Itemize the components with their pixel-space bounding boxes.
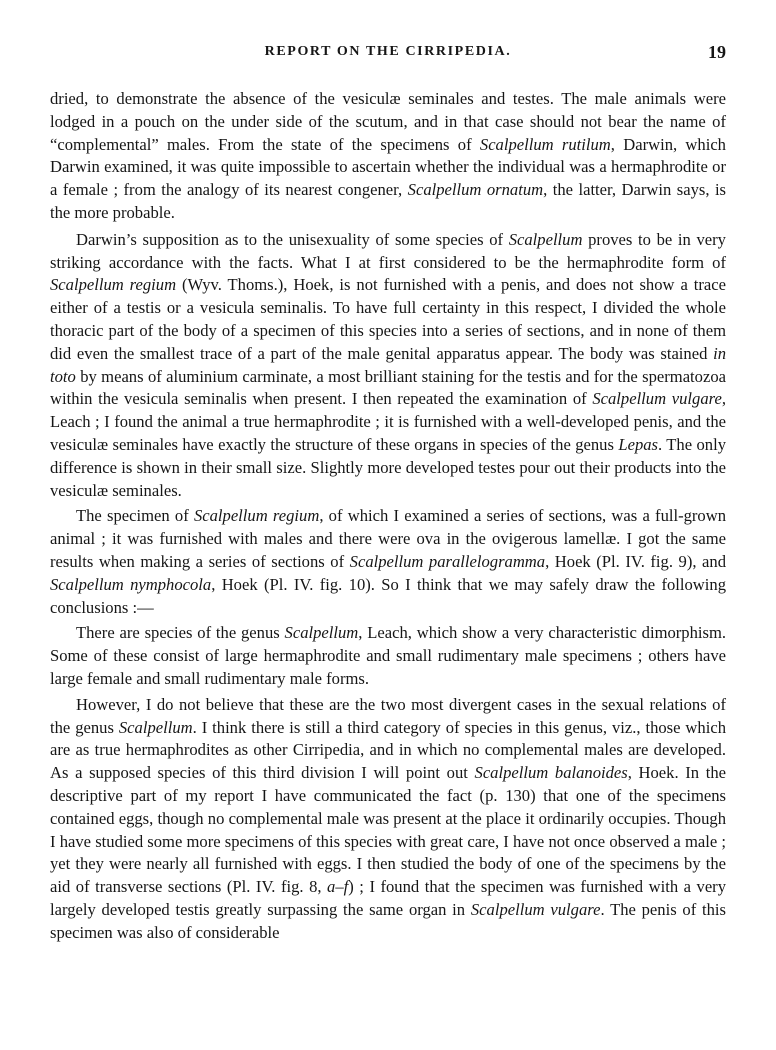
italic-text: Scalpellum nymphocola — [50, 574, 212, 594]
body-paragraph — [50, 229, 726, 503]
italic-text: Scalpellum ornatum — [407, 180, 544, 200]
italic-text: Lepas — [618, 434, 659, 454]
body-paragraph — [50, 694, 726, 945]
paragraph-text: , the latter, Darwin says, is the more probable. — [50, 180, 727, 222]
report-page — [50, 44, 726, 944]
paragraph-text: by means of aluminium carminate, a most brilliant staining for the testis and for the spermatozoa within the vesicula seminalis when present. I then repeated the examination of — [50, 366, 726, 409]
paragraph-text: The specimen of — [76, 506, 194, 526]
paragraph-text: , Leach ; I found the animal a true hermaphrodite ; it is furnished with a well-developed penis, and the vesiculæ seminales have exactly the structure of these organs in species of the genus — [50, 389, 726, 454]
body-paragraph — [50, 505, 726, 619]
paragraph-text: , Hoek (Pl. IV. fig. 10). So I think that we may safely draw the following conclusions :— — [50, 574, 726, 617]
italic-text: Scalpellum regium — [193, 506, 320, 526]
paragraph-text: Darwin’s supposition as to the unisexuality of some species of — [76, 229, 509, 249]
paragraph-text: , Darwin, which Darwin examined, it was quite impossible to ascertain whether the individual was a hermaphrodite or a female ; from the analogy of its nearest congener, — [50, 134, 726, 200]
paragraph-text: . The only difference is shown in their small size. Slightly more developed testes pour out their products into the vesiculæ seminales. — [50, 434, 726, 500]
italic-text: Scalpellum vulgare — [470, 899, 601, 919]
paragraph-text: There are species of the genus — [76, 623, 285, 643]
paragraph-text: , Hoek. In the descriptive part of my report I have communicated the fact (p. 130) that one of the specimens contained eggs, though no complemental male was present at the place it ordinarily occupies. Though I have studied some more specimens of this species with great care, I have not once observed a male ; yet they were nearly all furnished with eggs. I then studied the body of one of the specimens by the aid of transverse sections (Pl. IV. fig. 8, — [50, 763, 726, 897]
italic-text: in toto — [50, 343, 726, 386]
paragraph-text: dried, to demonstrate the absence of the vesiculæ seminales and testes. The male animals were lodged in a pouch on the under side of the scutum, and in that case should not bear the name of “complemental” males. From the state of the specimens of — [50, 89, 726, 154]
italic-text: Scalpellum parallelogramma — [349, 551, 546, 571]
body-paragraph — [50, 88, 726, 225]
italic-text: a–f — [327, 877, 349, 897]
italic-text: Scalpellum rutilum — [479, 134, 611, 154]
body-paragraph — [50, 622, 726, 690]
italic-text: Scalpellum — [284, 623, 359, 643]
italic-text: Scalpellum balanoides — [474, 763, 628, 783]
italic-text: Scalpellum vulgare — [592, 389, 722, 409]
running-head — [50, 44, 726, 72]
italic-text: Scalpellum regium — [50, 275, 177, 295]
paragraph-text: , Hoek (Pl. IV. fig. 9), and — [545, 551, 726, 571]
paragraph-text: However, I do not believe that these are the two most divergent cases in the sexual relations of the genus — [50, 694, 726, 737]
running-title: REPORT ON THE CIRRIPEDIA. — [264, 44, 512, 59]
paragraph-text: , Leach, which show a very characteristic dimorphism. Some of these consist of large hermaphrodite and small rudimentary male specimens ; others have large female and small rudimentary male forms. — [50, 623, 727, 688]
paragraph-text: . The penis of this specimen was also of considerable — [50, 899, 726, 942]
paragraph-text: ) ; I found that the specimen was furnished with a very largely developed testis greatly surpassing the same organ in — [50, 877, 727, 919]
page-number: 19 — [708, 42, 726, 62]
italic-text: Scalpellum — [508, 229, 583, 249]
paragraph-text: proves to be in very striking accordance with the facts. What I at first considered to be the hermaphrodite form of — [50, 229, 726, 272]
paragraph-text: , of which I examined a series of sections, was a full-grown animal ; it was furnished with males and there were ova in the ovigerous lamellæ. I got the same results when making a series of sections of — [50, 506, 727, 571]
italic-text: Scalpellum — [118, 717, 193, 737]
paragraph-text: (Wyv. Thoms.), Hoek, is not furnished with a penis, and does not show a trace either of a testis or a vesicula seminalis. To have full certainty in this respect, I divided the whole thoracic part of the body of a specimen of this species into a series of sections, and in none of them did even the smallest trace of a part of the male genital apparatus appear. The body was stained — [50, 275, 726, 363]
paragraph-text: . I think there is still a third category of species in this genus, viz., those which are as true hermaphrodites as other Cirripedia, and in which no complemental males are developed. As a supposed species of this third division I will point out — [50, 717, 726, 783]
